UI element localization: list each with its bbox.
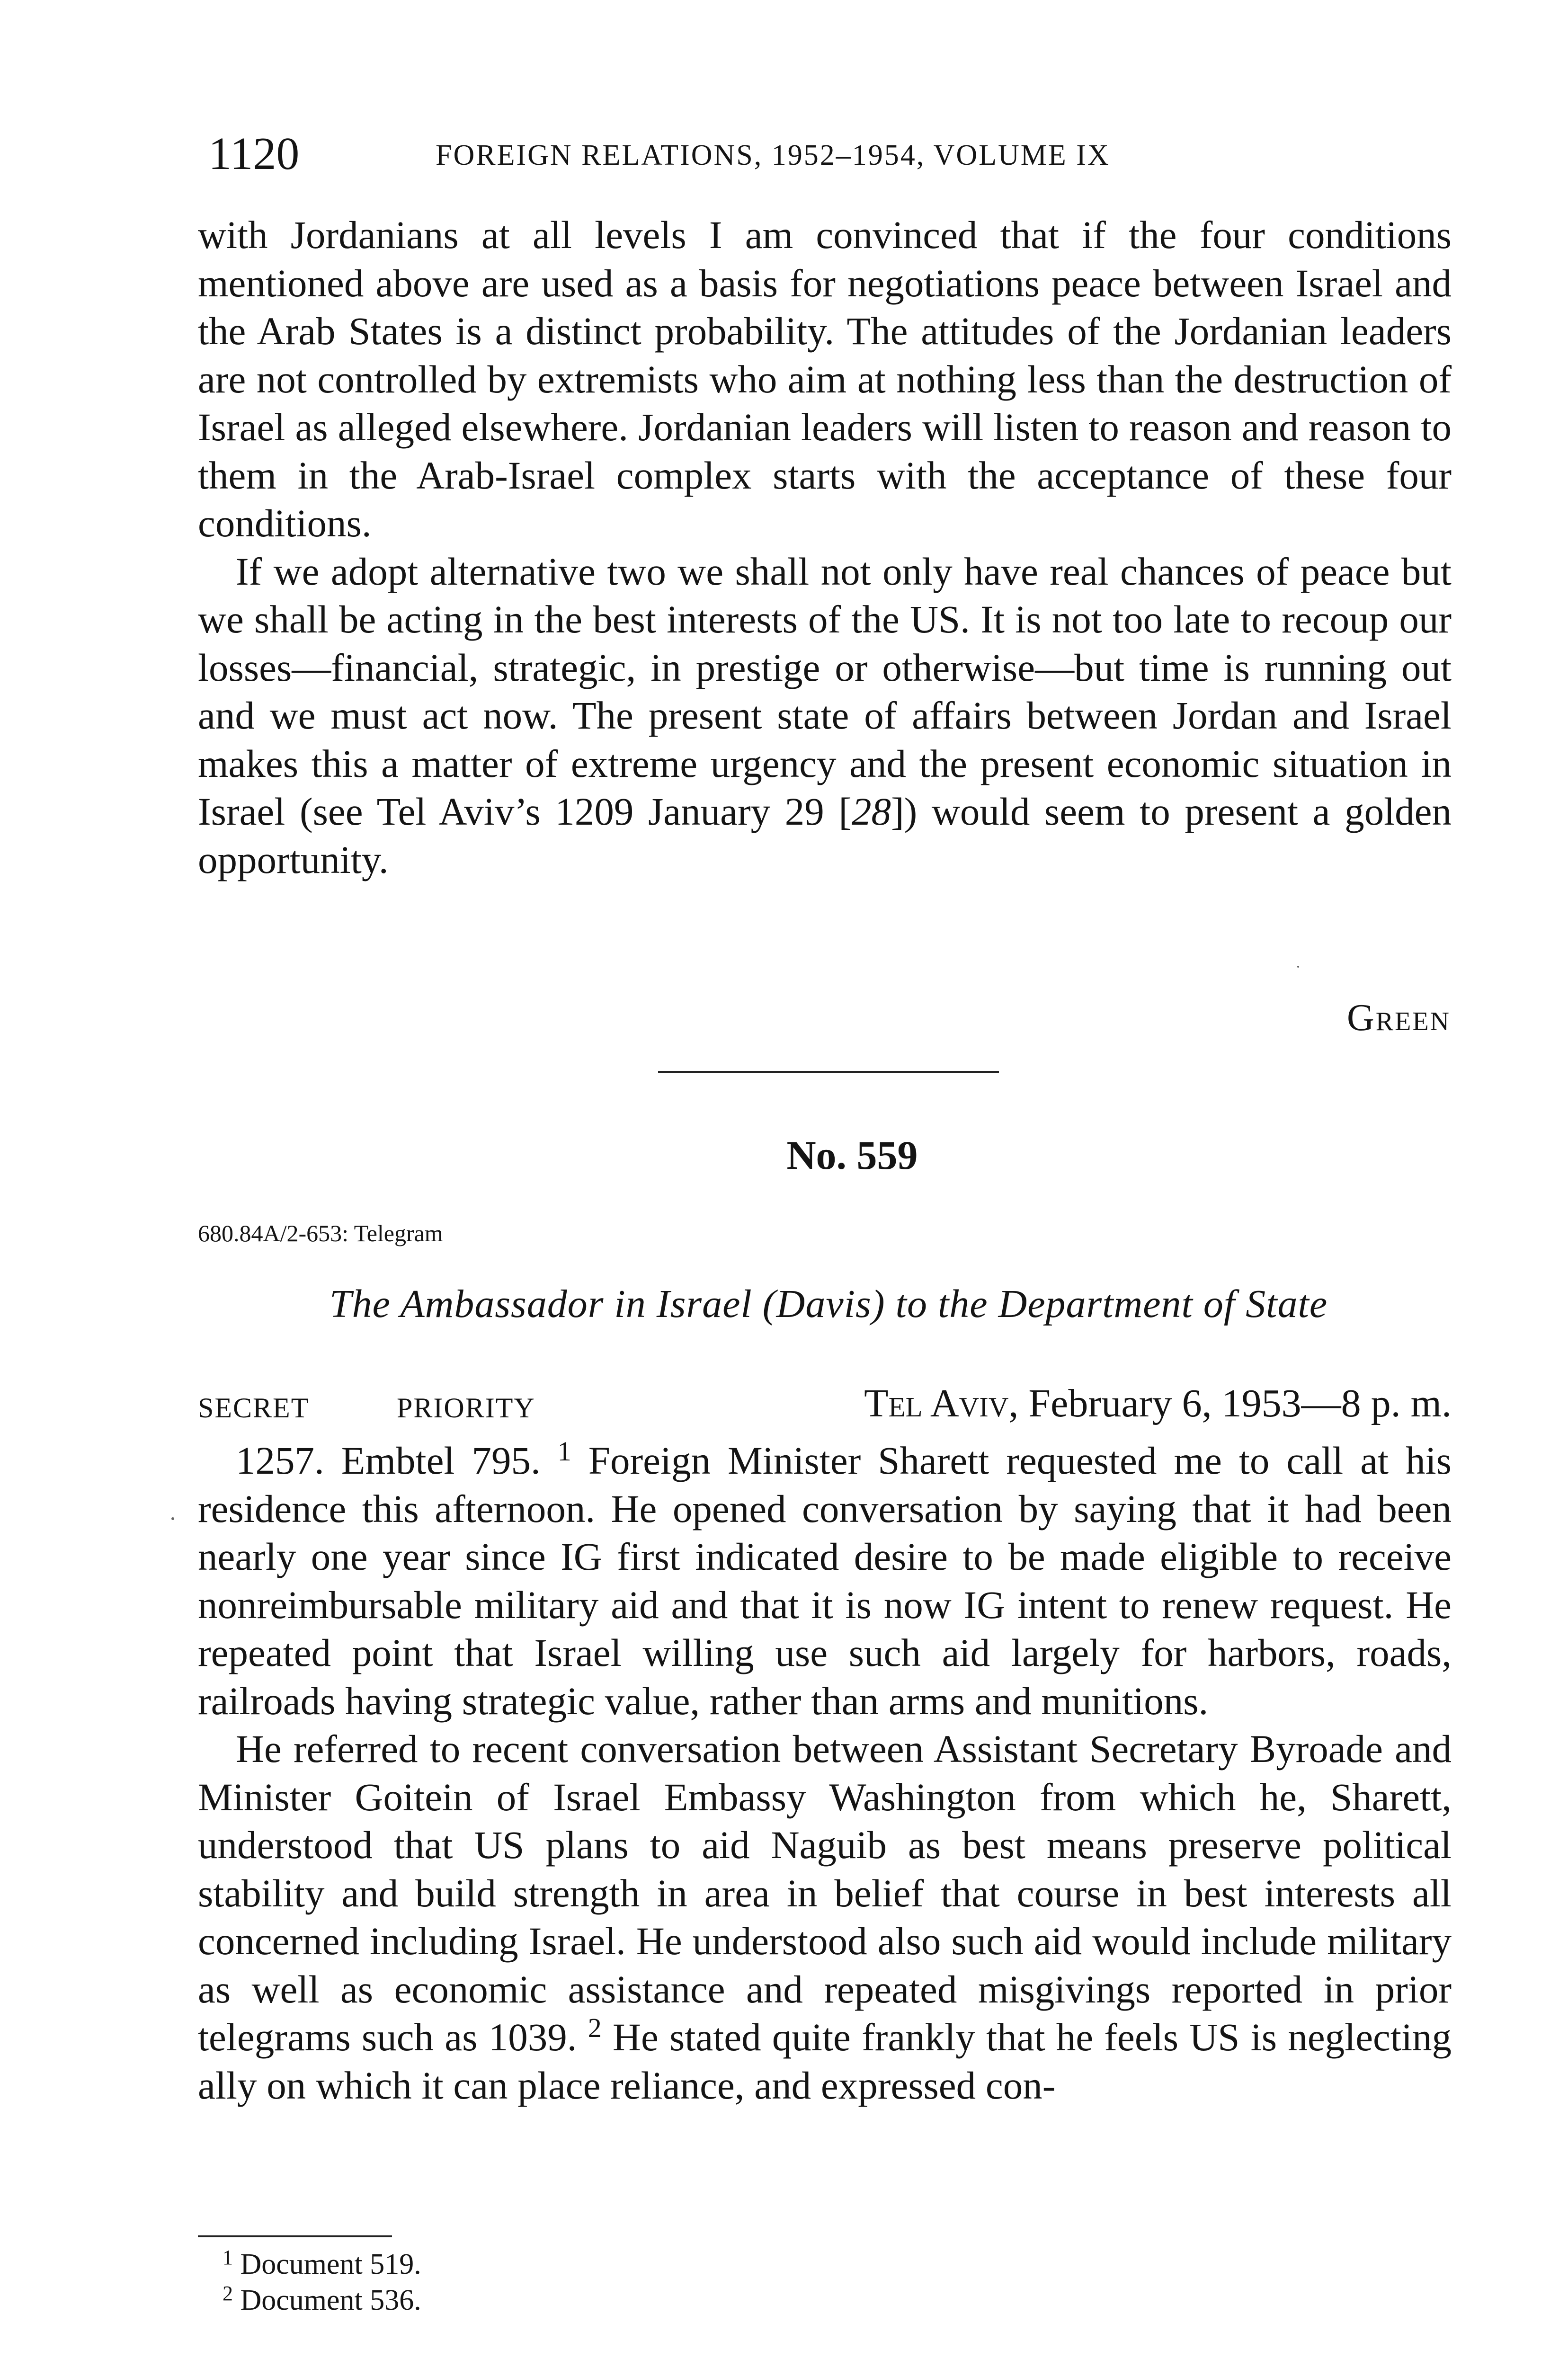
dateline bbox=[198, 1378, 1452, 1430]
file-reference: 680.84A/2-653: Telegram bbox=[198, 1220, 443, 1246]
section-divider bbox=[658, 1071, 999, 1073]
footnote-2-text: Document 536. bbox=[240, 2284, 421, 2316]
prior-document-body bbox=[198, 211, 1452, 884]
telegram-paragraph-2-text: He referred to recent conversation between Assistant Secretary Byroade and Minister Goitein of Israel Embassy Washington from which he, Sharett, understood that US plans to aid Naguib as best means preserve political stability and build strength in area in belief that course in best interests all concerned including Israel. He understood also such aid would include military as well as economic assistance and repeated misgivings reported in prior telegrams such as 1039. bbox=[198, 1727, 1452, 2059]
telegram-body bbox=[198, 1437, 1452, 2109]
footnote-1 bbox=[223, 2246, 1264, 2282]
document-heading: The Ambassador in Israel (Davis) to the Department of State bbox=[329, 1282, 1328, 1326]
footnote-marker-2: 2 bbox=[588, 2012, 602, 2043]
telegram-paragraph-1-text: Foreign Minister Sharett requested me to call at his residence this afternoon. He opened conversation by saying that it had been nearly one year since IG first indicated desire to be made eligible to receive nonreimbursable military aid and that it is now IG intent to renew request. He repeated point that Israel willing use such aid largely for harbors, roads, railroads having strategic value, rather than arms and munitions. bbox=[198, 1439, 1452, 1723]
place-and-date bbox=[864, 1378, 1452, 1430]
footnote-1-number: 1 bbox=[223, 2246, 233, 2269]
footnote-2 bbox=[223, 2282, 1264, 2318]
signature-text: Green bbox=[1347, 997, 1451, 1039]
footnote-marker-1: 1 bbox=[557, 1436, 571, 1467]
footnote-rule bbox=[198, 2235, 392, 2237]
signature-green bbox=[1089, 992, 1451, 1046]
telegram-paragraph-1-start: 1257. Embtel 795. bbox=[236, 1439, 541, 1482]
prior-paragraph-1: with Jordanians at all levels I am convinced that if the four conditions mentioned above are used as a basis for negotiations peace between Israel and the Arab States is a distinct probability. The attitudes of the Jordanian leaders are not controlled by extremists who aim at nothing less than the destruction of Israel as alleged elsewhere. Jordanian leaders will listen to reason and reason to them in the Arab-Israel complex starts with the acceptance of these four conditions. bbox=[198, 213, 1452, 545]
prior-paragraph-2 bbox=[198, 548, 1452, 884]
date-time: , February 6, 1953—8 p. m. bbox=[1008, 1381, 1452, 1425]
telegram-paragraph-2 bbox=[198, 1725, 1452, 2109]
scan-speck bbox=[171, 1517, 174, 1520]
telegram-paragraph-1 bbox=[198, 1437, 1452, 1725]
footnote-1-text: Document 519. bbox=[240, 2248, 421, 2280]
footnotes bbox=[223, 2246, 1264, 2318]
document-number: No. 559 bbox=[786, 1132, 918, 1178]
running-head bbox=[208, 128, 1468, 180]
telegram-paragraph-2-end: He stated quite frankly that he feels US is neglecting ally on which it can place reliance, and expressed con- bbox=[198, 2015, 1452, 2107]
page-number: 1120 bbox=[208, 128, 300, 179]
precedence-label: PRIORITY bbox=[397, 1392, 535, 1424]
classification-label: SECRET bbox=[198, 1392, 310, 1424]
prior-paragraph-2-text-end: ]) would seem to present a golden opportunity. bbox=[198, 790, 1452, 881]
footnote-2-number: 2 bbox=[223, 2282, 233, 2305]
running-title: FOREIGN RELATIONS, 1952–1954, VOLUME IX bbox=[436, 139, 1110, 171]
scan-speck bbox=[1297, 966, 1299, 968]
cross-reference-28: 28 bbox=[851, 790, 891, 833]
place-name: Tel Aviv bbox=[864, 1381, 1009, 1425]
prior-paragraph-2-text: If we adopt alternative two we shall not only have real chances of peace but we shall be acting in the best interests of the US. It is not too late to recoup our losses—financial, strategic, in prestige or otherwise—but time is running out and we must act now. The present state of affairs between Jordan and Israel makes this a matter of extreme urgency and the present economic situation in Israel (see Tel Aviv’s 1209 January 29 [ bbox=[198, 549, 1452, 833]
